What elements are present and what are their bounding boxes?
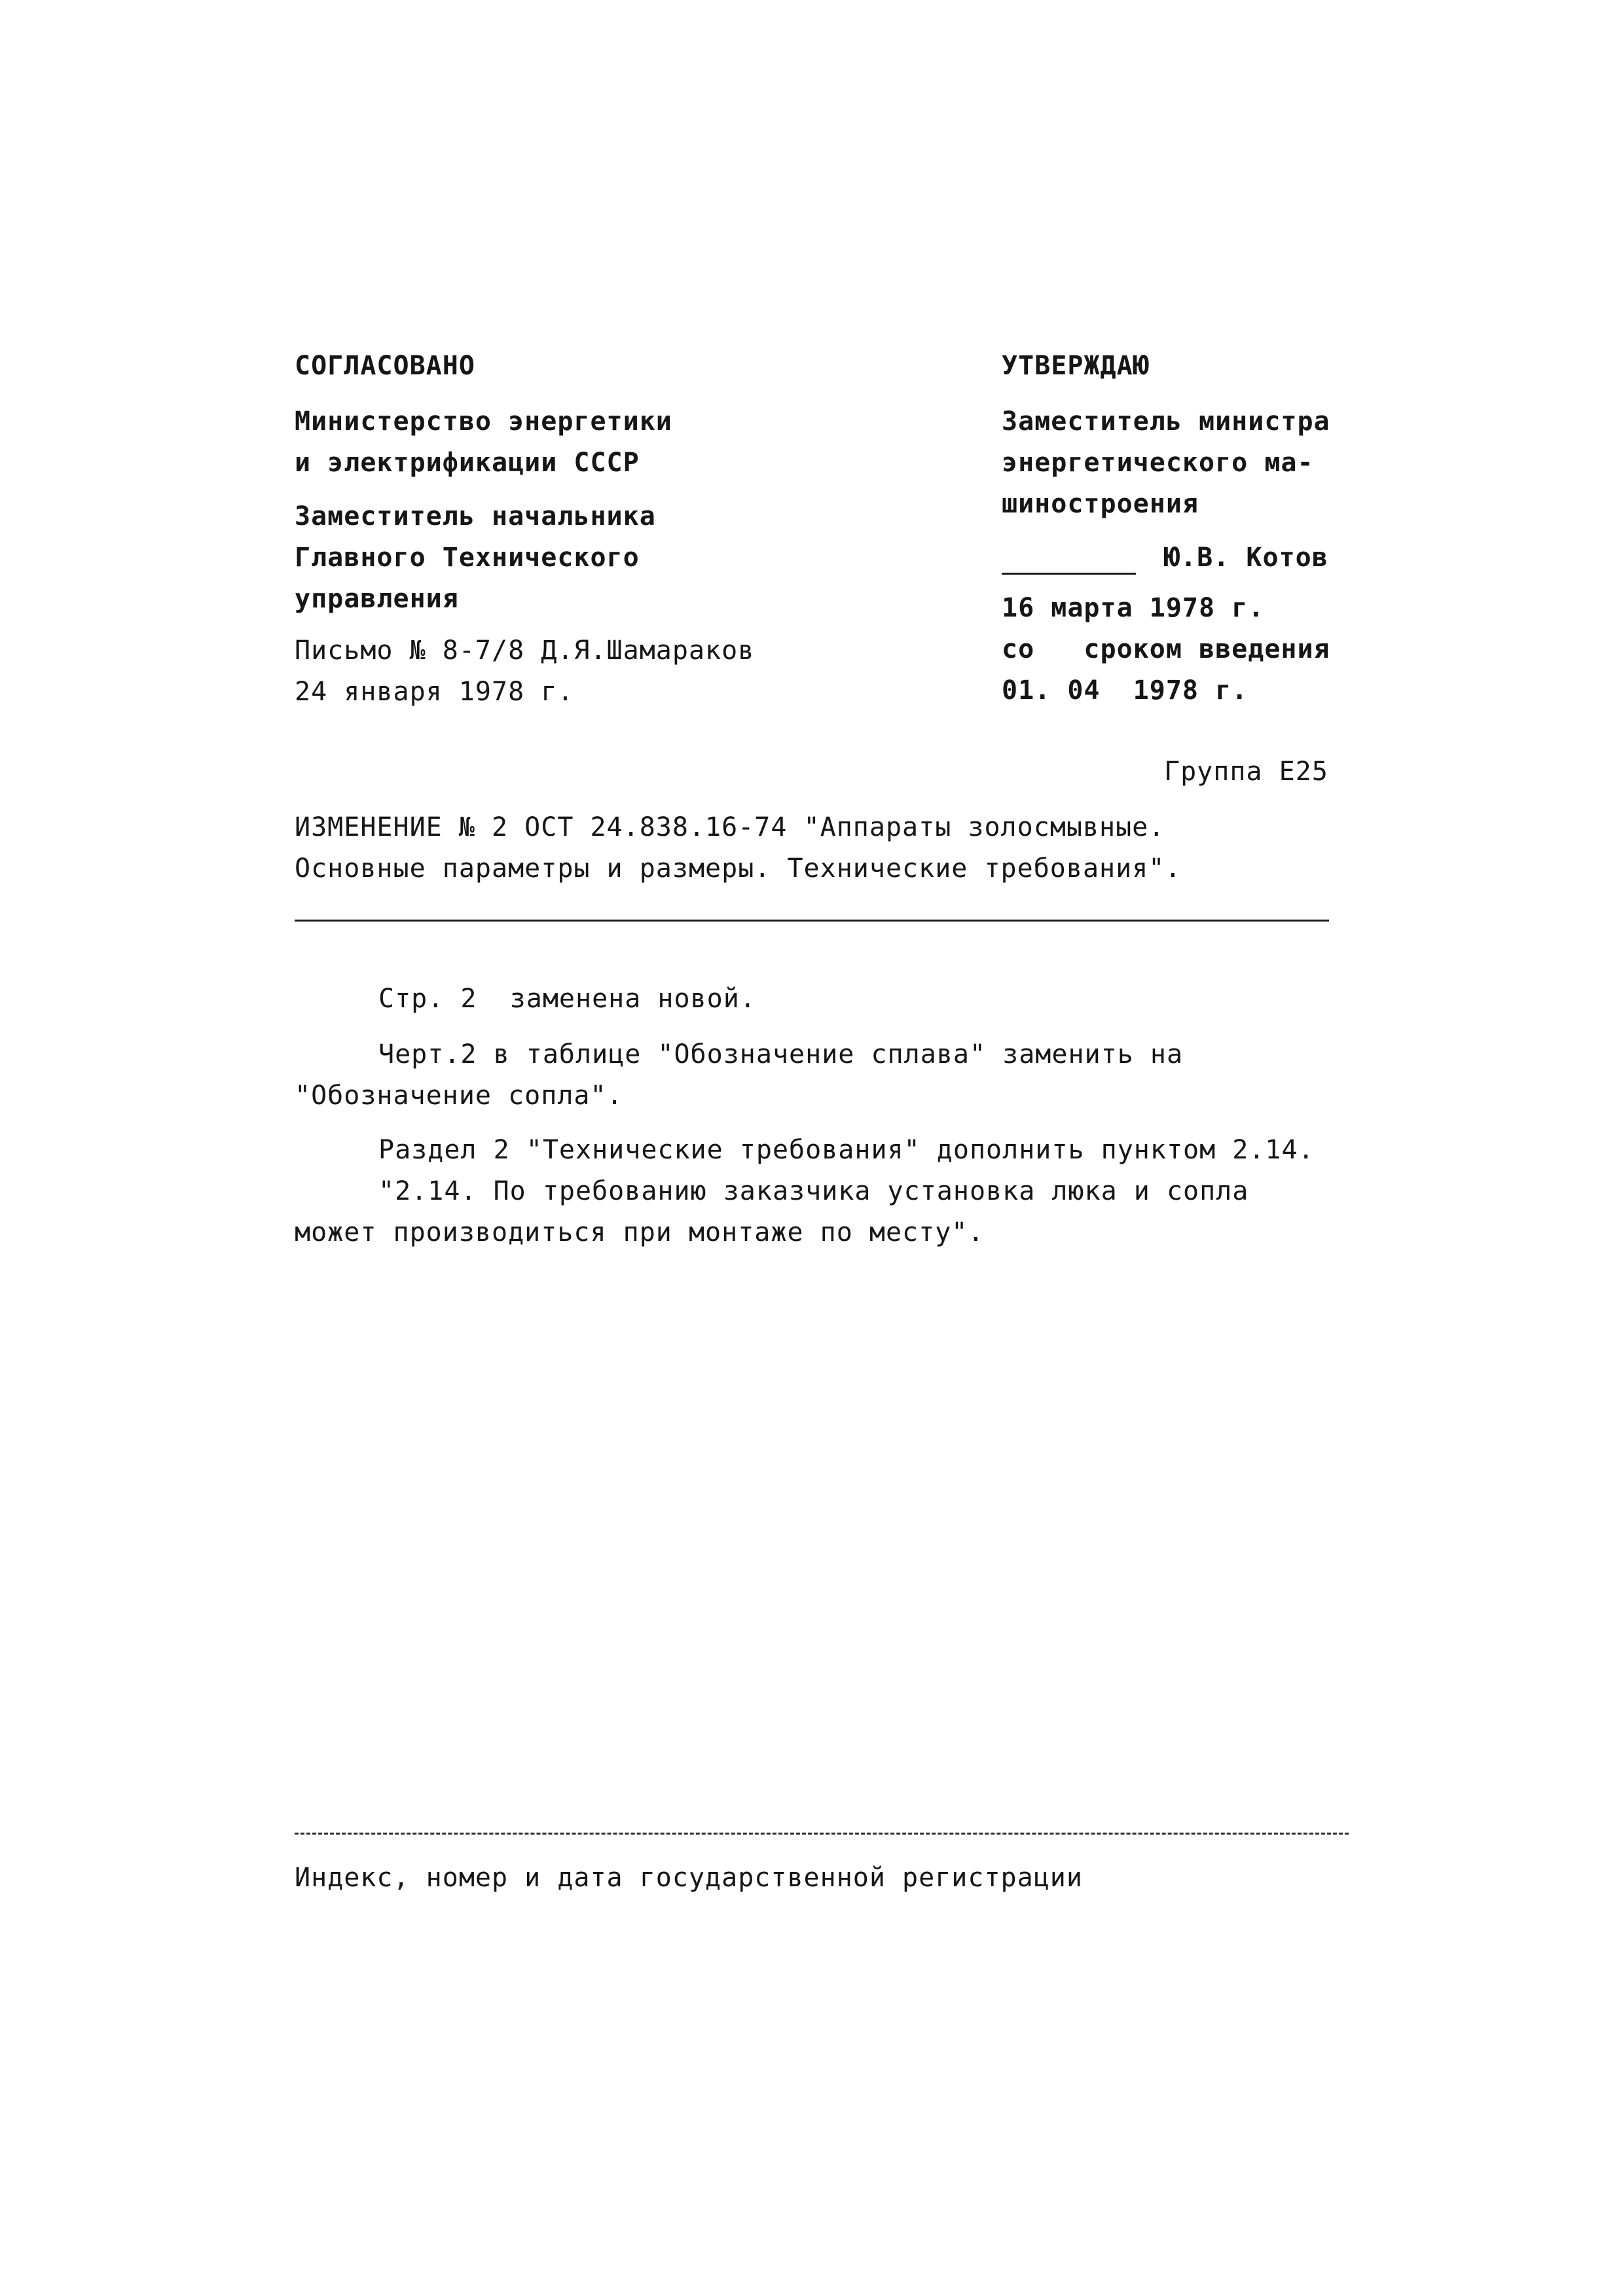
amendment-title-line1: ИЗМЕНЕНИЕ № 2 ОСТ 24.838.16-74 "Аппараты золосмывные. [295, 812, 1165, 842]
right-line-approval-date: 16 марта 1978 г. [1002, 593, 1265, 623]
body-clause-line2: может производиться при монтаже по месту". [295, 1217, 985, 1247]
left-line-directorate: управления [295, 584, 459, 614]
left-line-letter: Письмо № 8-7/8 Д.Я.Шамараков [295, 636, 755, 666]
left-line-ministry: Министерство энергетики [295, 406, 672, 437]
right-line-energy: энергетического ма- [1002, 448, 1314, 478]
registration-caption: Индекс, номер и дата государственной регистрации [295, 1863, 1083, 1893]
approval-heading-left: СОГЛАСОВАНО [295, 351, 475, 381]
body-section-addition: Раздел 2 "Технические требования" дополнить пунктом 2.14. [378, 1135, 1315, 1165]
body-drawing-change-line1: Черт.2 в таблице "Обозначение сплава" заменить на [378, 1039, 1184, 1069]
body-clause-line1: "2.14. По требованию заказчика установка люка и сопла [378, 1176, 1249, 1206]
registration-line [295, 1833, 1349, 1835]
right-line-deputy-minister: Заместитель министра [1002, 406, 1330, 437]
right-line-machine-building: шиностроения [1002, 489, 1199, 519]
amendment-title-line2: Основные параметры и размеры. Технические требования". [295, 853, 1182, 884]
signature-line [1002, 573, 1136, 575]
group-code: Группа Е25 [1164, 757, 1328, 787]
left-line-electrification: и электрификации СССР [295, 448, 640, 478]
right-line-effective-term: со сроком введения [1002, 634, 1330, 664]
left-line-deputy: Заместитель начальника [295, 501, 656, 531]
left-line-date: 24 января 1978 г. [295, 677, 574, 707]
body-page-replaced: Стр. 2 заменена новой. [378, 984, 756, 1014]
approval-heading-right: УТВЕРЖДАЮ [1002, 351, 1150, 381]
left-line-main-technical: Главного Технического [295, 543, 640, 573]
right-line-signatory: Ю.В. Котов [1164, 543, 1328, 573]
title-underline [295, 920, 1329, 922]
body-drawing-change-line2: "Обозначение сопла". [295, 1081, 623, 1111]
right-line-effective-date: 01. 04 1978 г. [1002, 675, 1249, 706]
